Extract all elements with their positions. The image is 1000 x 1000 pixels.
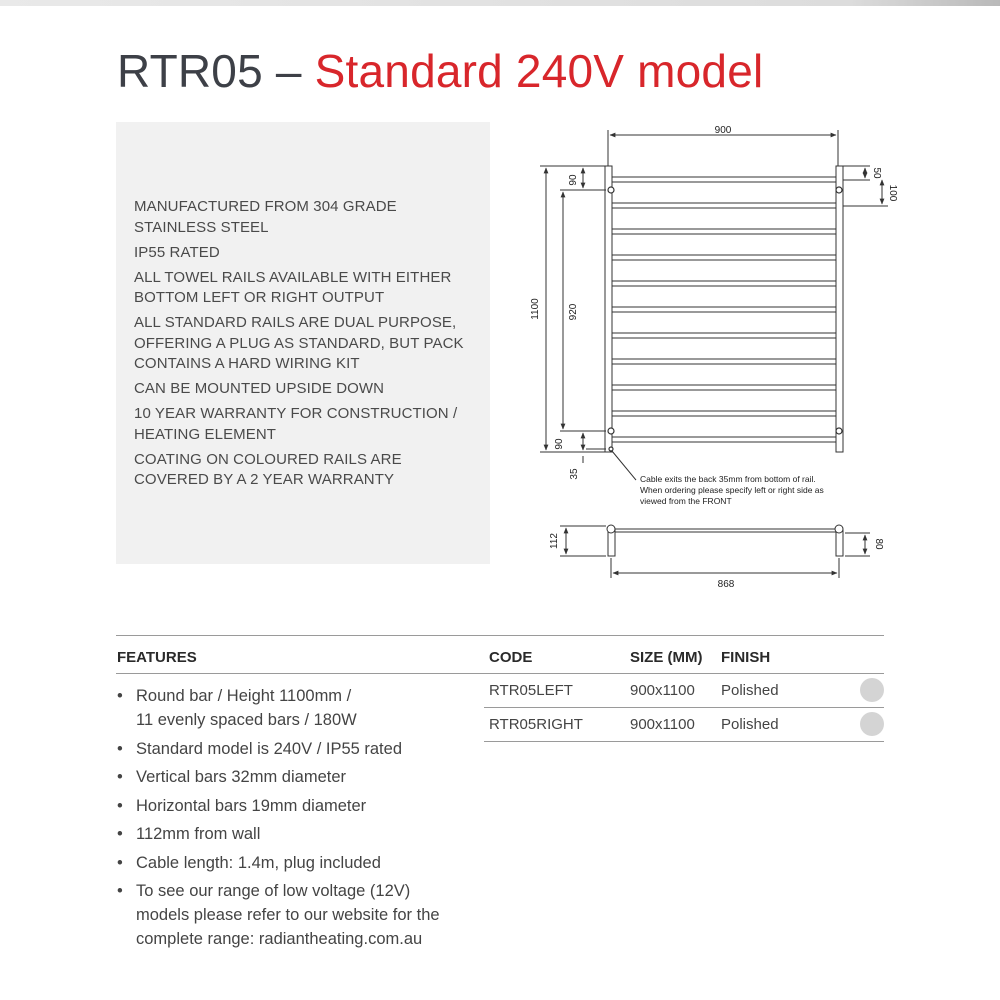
top-divider bbox=[116, 635, 884, 636]
finish-swatch bbox=[860, 712, 884, 736]
info-item: IP55 RATED bbox=[134, 243, 220, 261]
technical-drawing bbox=[520, 118, 900, 598]
features-heading: FEATURES bbox=[117, 649, 197, 666]
title-dash: – bbox=[275, 45, 302, 97]
row-finish: Polished bbox=[721, 682, 779, 699]
height-dimension: 1100 bbox=[530, 298, 541, 320]
inner-dimension: 920 bbox=[568, 303, 579, 321]
cable-note-line: viewed from the FRONT bbox=[640, 496, 732, 506]
top-offset-dimension: 90 bbox=[568, 174, 579, 186]
info-item: CAN BE MOUNTED UPSIDE DOWN bbox=[134, 380, 385, 397]
top-right-dimension-b: 100 bbox=[887, 184, 898, 202]
row-divider bbox=[484, 741, 884, 742]
bullet-icon: • bbox=[117, 882, 123, 900]
model-code: RTR05 bbox=[117, 45, 263, 97]
cable-note-line: Cable exits the back 35mm from bottom of rail. bbox=[640, 474, 816, 484]
depth-right-dimension: 80 bbox=[873, 538, 884, 550]
depth-dimension: 112 bbox=[549, 533, 560, 549]
page-title bbox=[117, 44, 763, 98]
code-column-header: CODE bbox=[489, 649, 533, 666]
row-size: 900x1100 bbox=[630, 716, 695, 733]
row-code: RTR05RIGHT bbox=[489, 716, 583, 733]
towel-bars bbox=[612, 177, 836, 442]
feature-item: • Vertical bars 32mm diameter bbox=[117, 765, 477, 789]
bullet-icon: • bbox=[117, 768, 123, 786]
cable-offset-dimension: 35 bbox=[569, 468, 580, 480]
width-dimension: 900 bbox=[714, 125, 732, 136]
finish-column-header: FINISH bbox=[721, 649, 771, 666]
bottom-offset-dimension: 90 bbox=[554, 438, 565, 450]
feature-item: • To see our range of low voltage (12V) models please refer to our website for the complete range: radiantheating.com.au bbox=[117, 879, 477, 951]
feature-item: • Standard model is 240V / IP55 rated bbox=[117, 737, 477, 761]
feature-item: • Cable length: 1.4m, plug included bbox=[117, 851, 477, 875]
bullet-icon: • bbox=[117, 825, 123, 843]
finish-swatch bbox=[860, 678, 884, 702]
cable-note-line: When ordering please specify left or right side as bbox=[640, 485, 824, 495]
bullet-icon: • bbox=[117, 853, 123, 872]
bullet-icon: • bbox=[117, 687, 123, 705]
info-item: 10 YEAR WARRANTY FOR CONSTRUCTION / HEATING ELEMENT bbox=[134, 405, 458, 443]
row-code: RTR05LEFT bbox=[489, 682, 573, 699]
top-right-dimension-a: 50 bbox=[871, 167, 882, 179]
model-subtitle: Standard 240V model bbox=[314, 45, 764, 97]
feature-item: • Horizontal bars 19mm diameter bbox=[117, 794, 477, 818]
bullet-icon: • bbox=[117, 796, 123, 815]
bullet-icon: • bbox=[117, 739, 123, 758]
info-item: COATING ON COLOURED RAILS ARE COVERED BY A 2 YEAR WARRANTY bbox=[134, 450, 402, 488]
info-list bbox=[134, 197, 474, 495]
size-column-header: SIZE (MM) bbox=[630, 649, 703, 666]
header-divider bbox=[116, 673, 884, 674]
centres-dimension: 868 bbox=[717, 579, 735, 590]
row-finish: Polished bbox=[721, 716, 779, 733]
info-item: ALL TOWEL RAILS AVAILABLE WITH EITHER BOTTOM LEFT OR RIGHT OUTPUT bbox=[134, 268, 452, 306]
feature-item: • Round bar / Height 1100mm / 11 evenly spaced bars / 180W bbox=[117, 684, 477, 732]
feature-item: • 112mm from wall bbox=[117, 822, 477, 846]
info-item: ALL STANDARD RAILS ARE DUAL PURPOSE, OFFERING A PLUG AS STANDARD, BUT PACK CONTAINS A HARD WIRING KIT bbox=[134, 314, 464, 372]
features-list bbox=[117, 684, 477, 956]
info-item: MANUFACTURED FROM 304 GRADE STAINLESS STEEL bbox=[134, 198, 397, 236]
row-size: 900x1100 bbox=[630, 682, 695, 699]
row-divider bbox=[484, 707, 884, 708]
top-decorative-bar bbox=[0, 0, 1000, 6]
